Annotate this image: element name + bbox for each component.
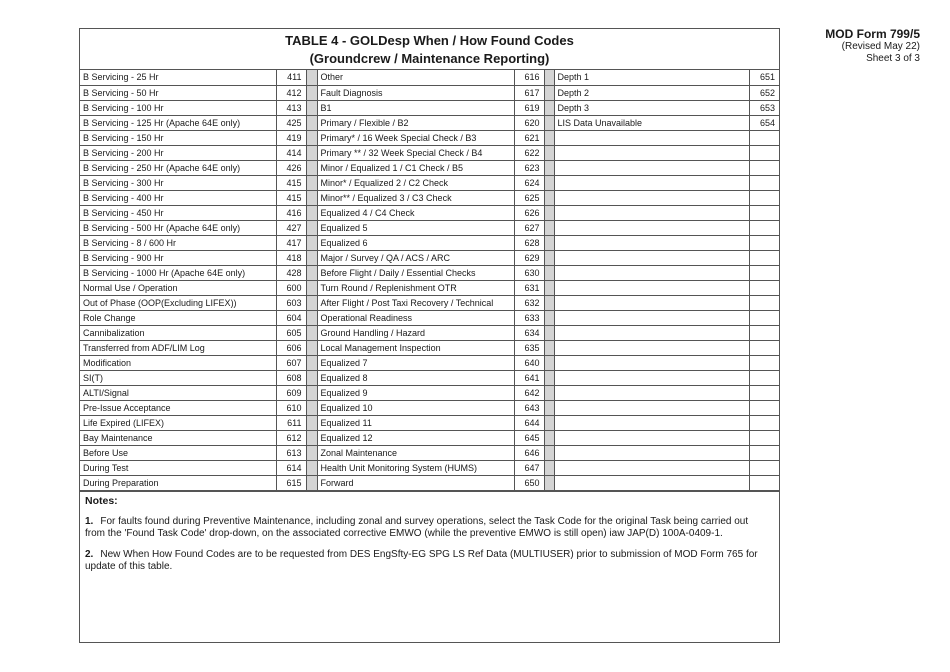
column-spacer <box>544 415 554 430</box>
code-label-cell: Operational Readiness <box>317 310 514 325</box>
code-value-cell: 416 <box>276 205 306 220</box>
code-label-cell: Forward <box>317 475 514 490</box>
code-label-cell: B1 <box>317 100 514 115</box>
code-label-cell: Equalized 6 <box>317 235 514 250</box>
code-label-cell: B Servicing - 25 Hr <box>80 70 276 85</box>
code-label-cell <box>554 430 749 445</box>
code-label-cell: Bay Maintenance <box>80 430 276 445</box>
column-spacer <box>544 295 554 310</box>
code-value-cell <box>749 190 779 205</box>
code-value-cell: 427 <box>276 220 306 235</box>
table-row <box>80 220 779 235</box>
table-row <box>80 355 779 370</box>
table-row <box>80 385 779 400</box>
column-spacer <box>544 325 554 340</box>
column-spacer <box>544 100 554 115</box>
code-value-cell <box>749 460 779 475</box>
code-label-cell: B Servicing - 900 Hr <box>80 250 276 265</box>
table-row <box>80 145 779 160</box>
code-label-cell: Equalized 8 <box>317 370 514 385</box>
code-value-cell: 654 <box>749 115 779 130</box>
code-label-cell: Before Flight / Daily / Essential Checks <box>317 265 514 280</box>
code-label-cell: Depth 1 <box>554 70 749 85</box>
code-label-cell: Normal Use / Operation <box>80 280 276 295</box>
code-value-cell: 631 <box>514 280 544 295</box>
code-value-cell: 606 <box>276 340 306 355</box>
code-label-cell <box>554 130 749 145</box>
code-value-cell: 414 <box>276 145 306 160</box>
table-row <box>80 160 779 175</box>
code-value-cell: 633 <box>514 310 544 325</box>
column-spacer <box>306 85 317 100</box>
code-label-cell: B Servicing - 125 Hr (Apache 64E only) <box>80 115 276 130</box>
code-label-cell: Primary / Flexible / B2 <box>317 115 514 130</box>
code-value-cell <box>749 400 779 415</box>
note-item <box>85 516 779 540</box>
code-label-cell: B Servicing - 8 / 600 Hr <box>80 235 276 250</box>
code-label-cell <box>554 145 749 160</box>
code-value-cell: 608 <box>276 370 306 385</box>
code-value-cell: 634 <box>514 325 544 340</box>
code-value-cell <box>749 250 779 265</box>
code-value-cell: 600 <box>276 280 306 295</box>
form-number: MOD Form 799/5 <box>825 27 920 41</box>
code-value-cell: 641 <box>514 370 544 385</box>
code-label-cell: Equalized 10 <box>317 400 514 415</box>
column-spacer <box>544 310 554 325</box>
code-value-cell <box>749 370 779 385</box>
code-value-cell: 614 <box>276 460 306 475</box>
code-label-cell: B Servicing - 300 Hr <box>80 175 276 190</box>
table-row <box>80 265 779 280</box>
column-spacer <box>306 460 317 475</box>
code-label-cell: Transferred from ADF/LIM Log <box>80 340 276 355</box>
column-spacer <box>306 145 317 160</box>
code-label-cell: Out of Phase (OOP(Excluding LIFEX)) <box>80 295 276 310</box>
column-spacer <box>306 355 317 370</box>
column-spacer <box>544 85 554 100</box>
code-label-cell: Other <box>317 70 514 85</box>
code-label-cell: Role Change <box>80 310 276 325</box>
notes-section <box>80 491 779 573</box>
code-value-cell: 626 <box>514 205 544 220</box>
column-spacer <box>544 430 554 445</box>
table-title-line2: (Groundcrew / Maintenance Reporting) <box>309 51 550 66</box>
code-value-cell <box>749 475 779 490</box>
code-label-cell: Modification <box>80 355 276 370</box>
column-spacer <box>544 385 554 400</box>
code-value-cell: 611 <box>276 415 306 430</box>
column-spacer <box>544 70 554 85</box>
table-row <box>80 280 779 295</box>
code-value-cell: 628 <box>514 235 544 250</box>
column-spacer <box>544 250 554 265</box>
code-value-cell: 417 <box>276 235 306 250</box>
code-label-cell: Minor / Equalized 1 / C1 Check / B5 <box>317 160 514 175</box>
form-sheet: Sheet 3 of 3 <box>866 53 920 64</box>
column-spacer <box>544 175 554 190</box>
code-value-cell: 412 <box>276 85 306 100</box>
table-row <box>80 400 779 415</box>
column-spacer <box>306 295 317 310</box>
code-label-cell <box>554 325 749 340</box>
code-label-cell: Cannibalization <box>80 325 276 340</box>
table-row <box>80 70 779 85</box>
column-spacer <box>306 310 317 325</box>
column-spacer <box>544 235 554 250</box>
column-spacer <box>544 115 554 130</box>
code-value-cell: 415 <box>276 175 306 190</box>
column-spacer <box>544 145 554 160</box>
note-text: New When How Found Codes are to be requested from DES EngSfty-EG SPG LS Ref Data (MULTIUSER) prior to submission of MOD Form 765 for update of this table. <box>85 548 758 572</box>
code-value-cell <box>749 295 779 310</box>
column-spacer <box>306 190 317 205</box>
code-label-cell: SI(T) <box>80 370 276 385</box>
code-value-cell: 629 <box>514 250 544 265</box>
code-label-cell <box>554 160 749 175</box>
column-spacer <box>544 445 554 460</box>
column-spacer <box>544 340 554 355</box>
column-spacer <box>306 415 317 430</box>
table-row <box>80 115 779 130</box>
table-row <box>80 445 779 460</box>
code-label-cell: Turn Round / Replenishment OTR <box>317 280 514 295</box>
table-row <box>80 175 779 190</box>
code-label-cell: B Servicing - 500 Hr (Apache 64E only) <box>80 220 276 235</box>
code-value-cell: 640 <box>514 355 544 370</box>
code-label-cell: Minor** / Equalized 3 / C3 Check <box>317 190 514 205</box>
code-label-cell <box>554 355 749 370</box>
code-value-cell: 425 <box>276 115 306 130</box>
note-item <box>85 549 779 573</box>
code-label-cell <box>554 460 749 475</box>
table-row <box>80 130 779 145</box>
table-row <box>80 235 779 250</box>
code-value-cell: 616 <box>514 70 544 85</box>
column-spacer <box>306 205 317 220</box>
code-label-cell: B Servicing - 50 Hr <box>80 85 276 100</box>
code-value-cell <box>749 340 779 355</box>
code-label-cell: Fault Diagnosis <box>317 85 514 100</box>
code-label-cell <box>554 220 749 235</box>
code-value-cell: 630 <box>514 265 544 280</box>
code-value-cell <box>749 205 779 220</box>
column-spacer <box>306 175 317 190</box>
column-spacer <box>306 250 317 265</box>
code-value-cell: 609 <box>276 385 306 400</box>
code-label-cell: Primary ** / 32 Week Special Check / B4 <box>317 145 514 160</box>
table-row <box>80 205 779 220</box>
code-label-cell: Pre-Issue Acceptance <box>80 400 276 415</box>
column-spacer <box>544 265 554 280</box>
code-label-cell <box>554 475 749 490</box>
code-label-cell: B Servicing - 400 Hr <box>80 190 276 205</box>
code-label-cell: Primary* / 16 Week Special Check / B3 <box>317 130 514 145</box>
note-number: 2. <box>85 548 94 560</box>
table-row <box>80 295 779 310</box>
note-number: 1. <box>85 515 94 527</box>
table-row <box>80 85 779 100</box>
code-label-cell: Major / Survey / QA / ACS / ARC <box>317 250 514 265</box>
code-value-cell: 413 <box>276 100 306 115</box>
code-value-cell <box>749 175 779 190</box>
code-label-cell: B Servicing - 450 Hr <box>80 205 276 220</box>
code-value-cell: 624 <box>514 175 544 190</box>
code-label-cell <box>554 175 749 190</box>
code-label-cell: Health Unit Monitoring System (HUMS) <box>317 460 514 475</box>
code-value-cell <box>749 145 779 160</box>
column-spacer <box>544 475 554 490</box>
code-value-cell: 652 <box>749 85 779 100</box>
code-value-cell <box>749 415 779 430</box>
code-label-cell: LIS Data Unavailable <box>554 115 749 130</box>
code-value-cell: 646 <box>514 445 544 460</box>
column-spacer <box>306 325 317 340</box>
codes-table-frame <box>79 28 780 643</box>
code-value-cell: 428 <box>276 265 306 280</box>
code-label-cell: Zonal Maintenance <box>317 445 514 460</box>
code-value-cell: 647 <box>514 460 544 475</box>
code-value-cell: 607 <box>276 355 306 370</box>
column-spacer <box>306 100 317 115</box>
code-value-cell <box>749 325 779 340</box>
table-title-line1: TABLE 4 - GOLDesp When / How Found Codes <box>285 33 574 48</box>
code-value-cell <box>749 355 779 370</box>
table-row <box>80 340 779 355</box>
code-label-cell: Equalized 5 <box>317 220 514 235</box>
code-value-cell: 613 <box>276 445 306 460</box>
code-label-cell <box>554 295 749 310</box>
column-spacer <box>306 430 317 445</box>
column-spacer <box>306 220 317 235</box>
code-label-cell: B Servicing - 200 Hr <box>80 145 276 160</box>
code-label-cell: Local Management Inspection <box>317 340 514 355</box>
codes-table <box>80 70 779 491</box>
code-value-cell <box>749 220 779 235</box>
code-label-cell: Depth 2 <box>554 85 749 100</box>
code-value-cell: 651 <box>749 70 779 85</box>
code-value-cell: 615 <box>276 475 306 490</box>
table-row <box>80 415 779 430</box>
code-label-cell: Depth 3 <box>554 100 749 115</box>
table-row <box>80 370 779 385</box>
code-label-cell <box>554 340 749 355</box>
column-spacer <box>544 205 554 220</box>
code-value-cell: 619 <box>514 100 544 115</box>
code-value-cell: 623 <box>514 160 544 175</box>
code-value-cell: 620 <box>514 115 544 130</box>
code-value-cell: 643 <box>514 400 544 415</box>
code-value-cell: 419 <box>276 130 306 145</box>
table-row <box>80 430 779 445</box>
code-value-cell: 635 <box>514 340 544 355</box>
code-label-cell <box>554 310 749 325</box>
code-label-cell: Before Use <box>80 445 276 460</box>
code-value-cell: 625 <box>514 190 544 205</box>
column-spacer <box>544 400 554 415</box>
code-value-cell <box>749 430 779 445</box>
code-value-cell <box>749 445 779 460</box>
code-label-cell: B Servicing - 250 Hr (Apache 64E only) <box>80 160 276 175</box>
table-row <box>80 460 779 475</box>
table-row <box>80 250 779 265</box>
column-spacer <box>306 445 317 460</box>
column-spacer <box>544 370 554 385</box>
column-spacer <box>544 220 554 235</box>
code-value-cell: 632 <box>514 295 544 310</box>
table-row <box>80 190 779 205</box>
column-spacer <box>306 280 317 295</box>
code-label-cell: Equalized 12 <box>317 430 514 445</box>
code-value-cell: 617 <box>514 85 544 100</box>
form-reference <box>790 27 920 65</box>
code-label-cell: B Servicing - 1000 Hr (Apache 64E only) <box>80 265 276 280</box>
code-value-cell: 610 <box>276 400 306 415</box>
code-value-cell: 650 <box>514 475 544 490</box>
column-spacer <box>544 460 554 475</box>
code-label-cell: Ground Handling / Hazard <box>317 325 514 340</box>
table-row <box>80 475 779 490</box>
code-label-cell <box>554 265 749 280</box>
note-text: For faults found during Preventive Maintenance, including zonal and survey operations, select the Task Code for the original Task being carried out from the 'Found Task Code' drop-down, on the associated corrective EMWO (while the preventive EMWO is still open) iaw JAP(D) 100A-0409-1. <box>85 515 749 539</box>
form-revision: (Revised May 22) <box>841 41 920 52</box>
code-value-cell <box>749 280 779 295</box>
table-row <box>80 310 779 325</box>
code-label-cell <box>554 370 749 385</box>
code-value-cell: 415 <box>276 190 306 205</box>
code-label-cell: Equalized 9 <box>317 385 514 400</box>
code-label-cell: Life Expired (LIFEX) <box>80 415 276 430</box>
code-value-cell <box>749 130 779 145</box>
code-value-cell: 621 <box>514 130 544 145</box>
code-label-cell <box>554 250 749 265</box>
column-spacer <box>306 385 317 400</box>
column-spacer <box>544 280 554 295</box>
code-value-cell: 604 <box>276 310 306 325</box>
column-spacer <box>306 160 317 175</box>
code-value-cell: 645 <box>514 430 544 445</box>
column-spacer <box>544 190 554 205</box>
column-spacer <box>306 235 317 250</box>
code-value-cell: 644 <box>514 415 544 430</box>
column-spacer <box>306 475 317 490</box>
code-label-cell: Equalized 4 / C4 Check <box>317 205 514 220</box>
table-row <box>80 325 779 340</box>
code-label-cell <box>554 190 749 205</box>
code-label-cell <box>554 415 749 430</box>
code-label-cell: B Servicing - 150 Hr <box>80 130 276 145</box>
code-label-cell: Equalized 11 <box>317 415 514 430</box>
code-label-cell: During Test <box>80 460 276 475</box>
column-spacer <box>306 400 317 415</box>
code-label-cell <box>554 400 749 415</box>
column-spacer <box>544 160 554 175</box>
code-label-cell <box>554 385 749 400</box>
column-spacer <box>544 355 554 370</box>
code-value-cell: 426 <box>276 160 306 175</box>
code-label-cell <box>554 280 749 295</box>
column-spacer <box>306 370 317 385</box>
code-value-cell <box>749 265 779 280</box>
code-value-cell <box>749 385 779 400</box>
code-value-cell: 612 <box>276 430 306 445</box>
column-spacer <box>306 70 317 85</box>
notes-title: Notes: <box>85 494 118 507</box>
code-value-cell: 605 <box>276 325 306 340</box>
code-value-cell <box>749 310 779 325</box>
code-value-cell <box>749 160 779 175</box>
code-label-cell: B Servicing - 100 Hr <box>80 100 276 115</box>
code-label-cell: ALTI/Signal <box>80 385 276 400</box>
code-label-cell <box>554 205 749 220</box>
code-value-cell: 622 <box>514 145 544 160</box>
code-label-cell <box>554 235 749 250</box>
code-value-cell: 642 <box>514 385 544 400</box>
code-label-cell <box>554 445 749 460</box>
column-spacer <box>544 130 554 145</box>
code-label-cell: After Flight / Post Taxi Recovery / Technical <box>317 295 514 310</box>
codes-table-body <box>80 70 779 490</box>
code-value-cell: 418 <box>276 250 306 265</box>
code-value-cell <box>749 235 779 250</box>
column-spacer <box>306 265 317 280</box>
code-label-cell: During Preparation <box>80 475 276 490</box>
column-spacer <box>306 130 317 145</box>
table-title <box>80 29 779 70</box>
code-value-cell: 653 <box>749 100 779 115</box>
table-row <box>80 100 779 115</box>
code-label-cell: Equalized 7 <box>317 355 514 370</box>
code-value-cell: 627 <box>514 220 544 235</box>
code-value-cell: 411 <box>276 70 306 85</box>
code-label-cell: Minor* / Equalized 2 / C2 Check <box>317 175 514 190</box>
column-spacer <box>306 340 317 355</box>
column-spacer <box>306 115 317 130</box>
code-value-cell: 603 <box>276 295 306 310</box>
